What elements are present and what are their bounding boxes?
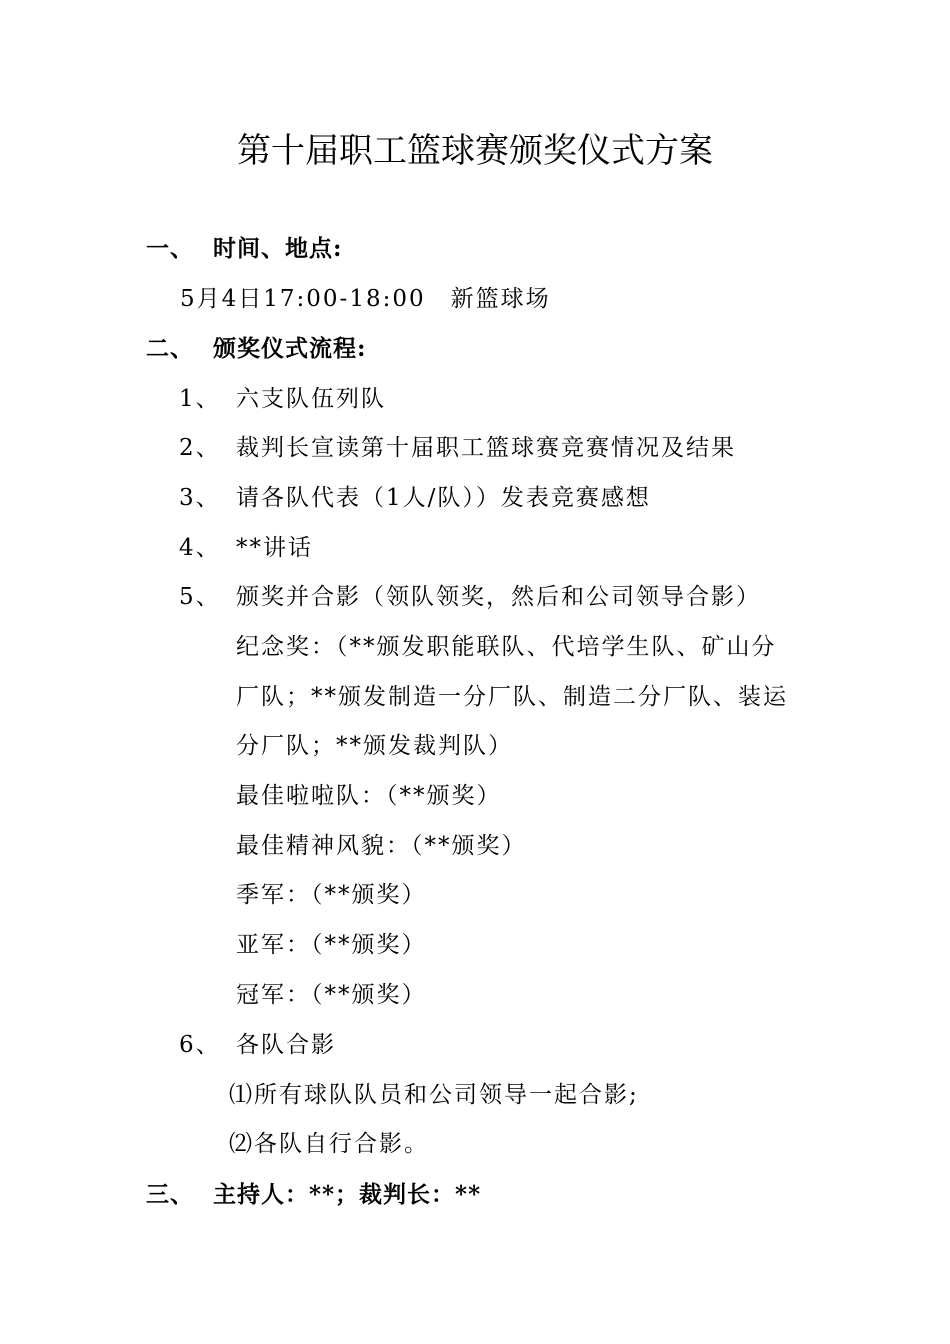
champion-award: 冠军：（**颁奖） [236,982,427,1008]
best-spirit-award: 最佳精神风貌：（**颁奖） [236,833,527,859]
best-cheerleader-award: 最佳啦啦队：（**颁奖） [236,783,502,809]
memorial-award-line-1: 纪念奖：（**颁发职能联队、代培学生队、矿山分 [236,634,777,660]
section-3-number: 三、 [146,1181,194,1208]
list-item-number: 5、 [179,584,221,610]
photo-note-1: ⑴所有球队队员和公司领导一起合影; [229,1082,639,1108]
section-1-number: 一、 [146,235,194,262]
section-2-title: 颁奖仪式流程: [213,335,367,362]
list-item-text: 请各队代表（1人/队））发表竞赛感想 [236,485,651,511]
list-item-text: 颁奖并合影（领队领奖，然后和公司领导合影） [236,584,761,610]
memorial-award-line-3: 分厂队；**颁发裁判队） [236,733,513,759]
section-2-number: 二、 [146,335,194,362]
section-1-title: 时间、地点: [213,235,343,262]
list-item-text: 六支队伍列队 [236,386,386,412]
list-item-text: **讲话 [236,535,313,561]
second-place-award: 亚军：（**颁奖） [236,932,427,958]
section-3-title: 主持人：**；裁判长：** [213,1181,482,1208]
list-item-text: 裁判长宣读第十届职工篮球赛竞赛情况及结果 [236,435,736,461]
list-item-number: 6、 [179,1032,221,1058]
photo-note-2: ⑵各队自行合影。 [229,1131,429,1157]
list-item-number: 4、 [179,535,221,561]
list-item-number: 3、 [179,485,221,511]
time-location-text: 5月4日17:00-18:00 新篮球场 [180,286,551,312]
third-place-award: 季军：（**颁奖） [236,882,427,908]
document-title: 第十届职工篮球赛颁奖仪式方案 [237,131,713,171]
list-item-number: 1、 [179,386,221,412]
memorial-award-line-2: 厂队；**颁发制造一分厂队、制造二分厂队、装运 [236,684,788,710]
list-item-number: 2、 [179,435,221,461]
list-item-text: 各队合影 [236,1032,336,1058]
